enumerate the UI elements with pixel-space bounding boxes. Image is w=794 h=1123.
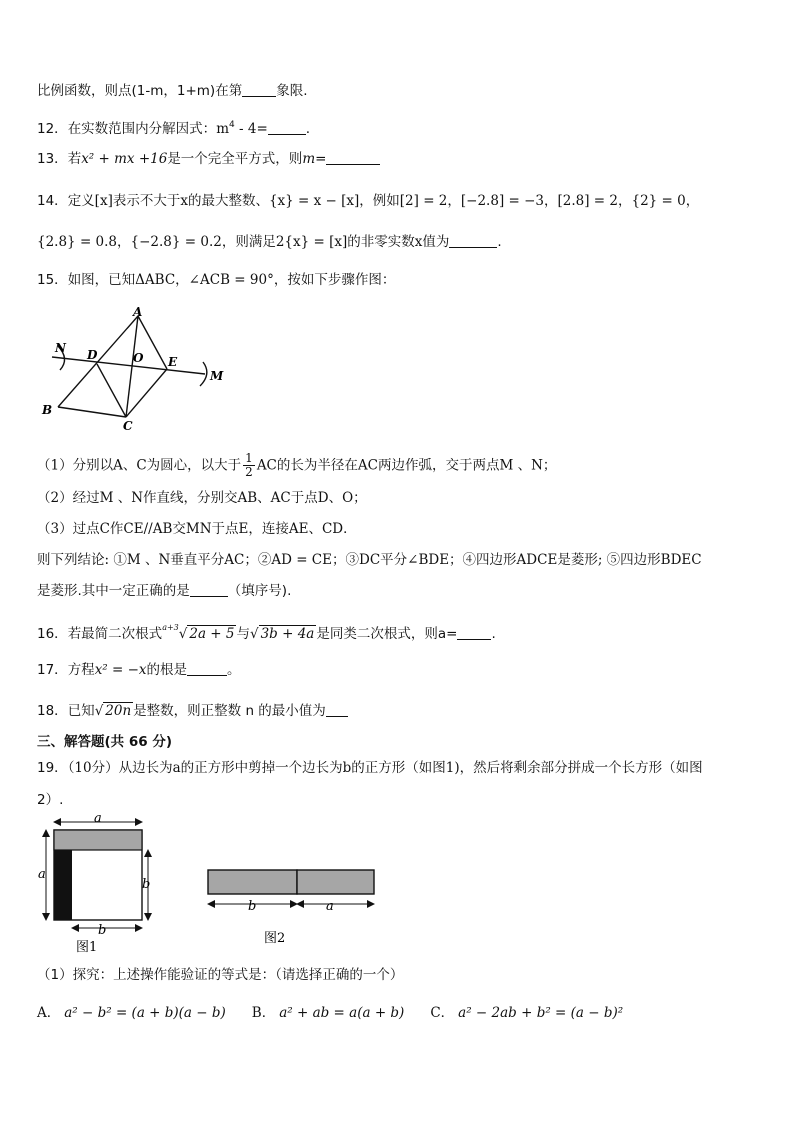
radical-sign: √ bbox=[94, 703, 104, 719]
radical-sign: √ bbox=[178, 626, 188, 642]
period: 。 bbox=[227, 662, 241, 678]
option-b-expression: a² + ab = a(a + b) bbox=[279, 1005, 405, 1021]
q19-sub1 bbox=[37, 966, 403, 984]
question-18 bbox=[37, 702, 348, 720]
question-text: （10分）从边长为a的正方形中剪掉一个边长为b的正方形（如图1)，然后将剩余部分拼成一个长方形（如图 bbox=[67, 760, 703, 776]
black-strip bbox=[54, 850, 72, 920]
question-16 bbox=[37, 619, 496, 643]
equals: = bbox=[315, 151, 327, 167]
figure-2 bbox=[208, 870, 374, 946]
question-number: 19． bbox=[37, 760, 68, 776]
label-B: B bbox=[42, 403, 53, 417]
question-number: 17． bbox=[37, 662, 68, 678]
label-C: C bbox=[123, 419, 133, 432]
label-O: O bbox=[133, 351, 144, 365]
question-text-2: 是一个完全平方式，则 bbox=[167, 151, 303, 167]
expression: x² + mx +16 bbox=[81, 151, 168, 167]
label-E: E bbox=[168, 355, 178, 369]
answer-blank bbox=[326, 150, 380, 165]
option-b-label: B． bbox=[251, 1005, 276, 1021]
label-a-left: a bbox=[38, 867, 46, 882]
label-b-bottom: b bbox=[98, 923, 107, 938]
segment-CD bbox=[97, 364, 126, 417]
step-text: （1）分别以A、C为圆心，以大于 bbox=[37, 457, 242, 474]
segment-BC bbox=[58, 407, 126, 417]
question-19-line2 bbox=[37, 791, 63, 809]
sub-question-text: （1）探究：上述操作能验证的等式是：（请选择正确的一个） bbox=[37, 967, 404, 983]
answer-blank bbox=[449, 233, 497, 248]
square-figures bbox=[34, 812, 384, 957]
label-b-right: b bbox=[142, 877, 151, 892]
q11-tail bbox=[37, 82, 308, 100]
question-14 bbox=[37, 192, 699, 210]
question-text-2: 与 bbox=[236, 626, 250, 642]
expression: x² = −x bbox=[94, 662, 147, 678]
question-number: 15． bbox=[37, 272, 68, 288]
question-text: 如图，已知ΔABC，∠ACB = 90°，按如下步骤作图： bbox=[67, 272, 396, 288]
label-A: A bbox=[133, 305, 143, 319]
radicand-2: 3b + 4a bbox=[260, 626, 315, 642]
geometry-figure bbox=[40, 302, 240, 432]
question-number: 13． bbox=[37, 151, 68, 167]
question-12 bbox=[37, 116, 310, 138]
gray-strip bbox=[54, 830, 142, 850]
question-17 bbox=[37, 661, 241, 679]
question-text: 定义[x]表示不大于x的最大整数、{x} = x − [x]，例如[2] = 2，[−2.8] = −3，[2.8] = 2，{2} = 0， bbox=[67, 193, 700, 209]
q15-step3 bbox=[37, 520, 357, 538]
answer-blank bbox=[457, 625, 491, 640]
step-text: （3）过点C作CE//AB交MN于点E，连接AE、CD． bbox=[37, 521, 357, 537]
q15-step1 bbox=[37, 452, 556, 479]
root-index: a+3 bbox=[162, 623, 179, 632]
rect-part-b bbox=[208, 870, 297, 894]
exponent: 4 bbox=[229, 120, 235, 130]
answer-blank bbox=[268, 120, 306, 135]
period: . bbox=[491, 626, 496, 642]
question-text: 方程 bbox=[67, 662, 95, 678]
q15-step2 bbox=[37, 489, 367, 507]
answer-blank bbox=[190, 582, 228, 597]
question-text: 在实数范围内分解因式： bbox=[67, 121, 217, 137]
radicand: 20n bbox=[105, 703, 132, 719]
question-number: 14． bbox=[37, 193, 68, 209]
radical-sign: √ bbox=[249, 626, 259, 642]
option-a-expression: a² − b² = (a + b)(a − b) bbox=[64, 1005, 226, 1021]
fraction-half bbox=[243, 452, 255, 479]
label-M: M bbox=[210, 369, 224, 383]
question-number: 18． bbox=[37, 703, 68, 719]
label-b: b bbox=[248, 899, 257, 914]
q11-text: 比例函数，则点(1-m，1+m)在第 bbox=[37, 83, 243, 99]
question-15 bbox=[37, 271, 395, 289]
numerator: 1 bbox=[245, 451, 253, 465]
radicand-1: 2a + 5 bbox=[189, 626, 235, 642]
conclusion-text: 则下列结论: ①M 、N垂直平分AC；②AD = CE；③DC平分∠BDE；④四边形ADCE是菱形; ⑤四边形BDEC bbox=[37, 552, 702, 568]
question-text-2: 的根是 bbox=[146, 662, 188, 678]
question-19 bbox=[37, 759, 703, 777]
section-title: 三、解答题(共 66 分) bbox=[37, 734, 173, 750]
q15-conclusion bbox=[37, 551, 702, 569]
section-heading bbox=[37, 733, 172, 751]
question-13 bbox=[37, 150, 380, 168]
option-c-label: C． bbox=[430, 1005, 455, 1021]
question-text: 2）. bbox=[37, 792, 64, 808]
question-text-2: 是整数，则正整数 n 的最小值为 bbox=[133, 703, 326, 719]
conclusion-text: 是菱形.其中一定正确的是 bbox=[37, 583, 190, 599]
label-N: N bbox=[55, 341, 66, 355]
question-text: 已知 bbox=[67, 703, 95, 719]
conclusion-text-end: （填序号). bbox=[227, 583, 292, 599]
question-text-3: 是同类二次根式，则a= bbox=[316, 626, 458, 642]
expression: m bbox=[216, 121, 229, 137]
period: . bbox=[497, 234, 502, 250]
step-text: （2）经过M 、N作直线，分别交AB、AC于点D、O； bbox=[37, 490, 367, 506]
label-a: a bbox=[326, 899, 334, 914]
question-number: 16． bbox=[37, 626, 68, 642]
question-number: 12． bbox=[37, 121, 68, 137]
label-a-top: a bbox=[94, 812, 102, 826]
option-c-expression: a² − 2ab + b² = (a − b)² bbox=[458, 1005, 624, 1021]
line-MN bbox=[52, 357, 205, 374]
answer-blank bbox=[326, 702, 348, 717]
rect-part-a bbox=[297, 870, 374, 894]
question-text: 若 bbox=[67, 151, 82, 167]
denominator: 2 bbox=[245, 465, 253, 479]
question-14-line2 bbox=[37, 233, 502, 251]
q19-options bbox=[37, 1004, 623, 1022]
step-text-2: AC的长为半径在AC两边作弧，交于两点M 、N； bbox=[256, 457, 557, 474]
q15-conclusion-2 bbox=[37, 582, 291, 600]
period: . bbox=[305, 121, 311, 137]
question-text: 若最简二次根式 bbox=[67, 626, 163, 642]
answer-blank bbox=[242, 82, 276, 97]
expression-rest: - 4= bbox=[234, 121, 268, 137]
question-text: {2.8} = 0.8，{−2.8} = 0.2，则满足2{x} = [x]的非零实数x值为 bbox=[37, 234, 450, 250]
figure-1 bbox=[38, 812, 150, 955]
option-a-label: A． bbox=[37, 1005, 61, 1021]
figure-2-caption: 图2 bbox=[264, 931, 286, 946]
q11-text-end: 象限. bbox=[276, 83, 308, 99]
label-D: D bbox=[87, 348, 98, 362]
variable: m bbox=[302, 151, 316, 167]
segment-CE bbox=[126, 369, 167, 417]
figure-1-caption: 图1 bbox=[76, 940, 98, 955]
answer-blank bbox=[187, 661, 227, 676]
